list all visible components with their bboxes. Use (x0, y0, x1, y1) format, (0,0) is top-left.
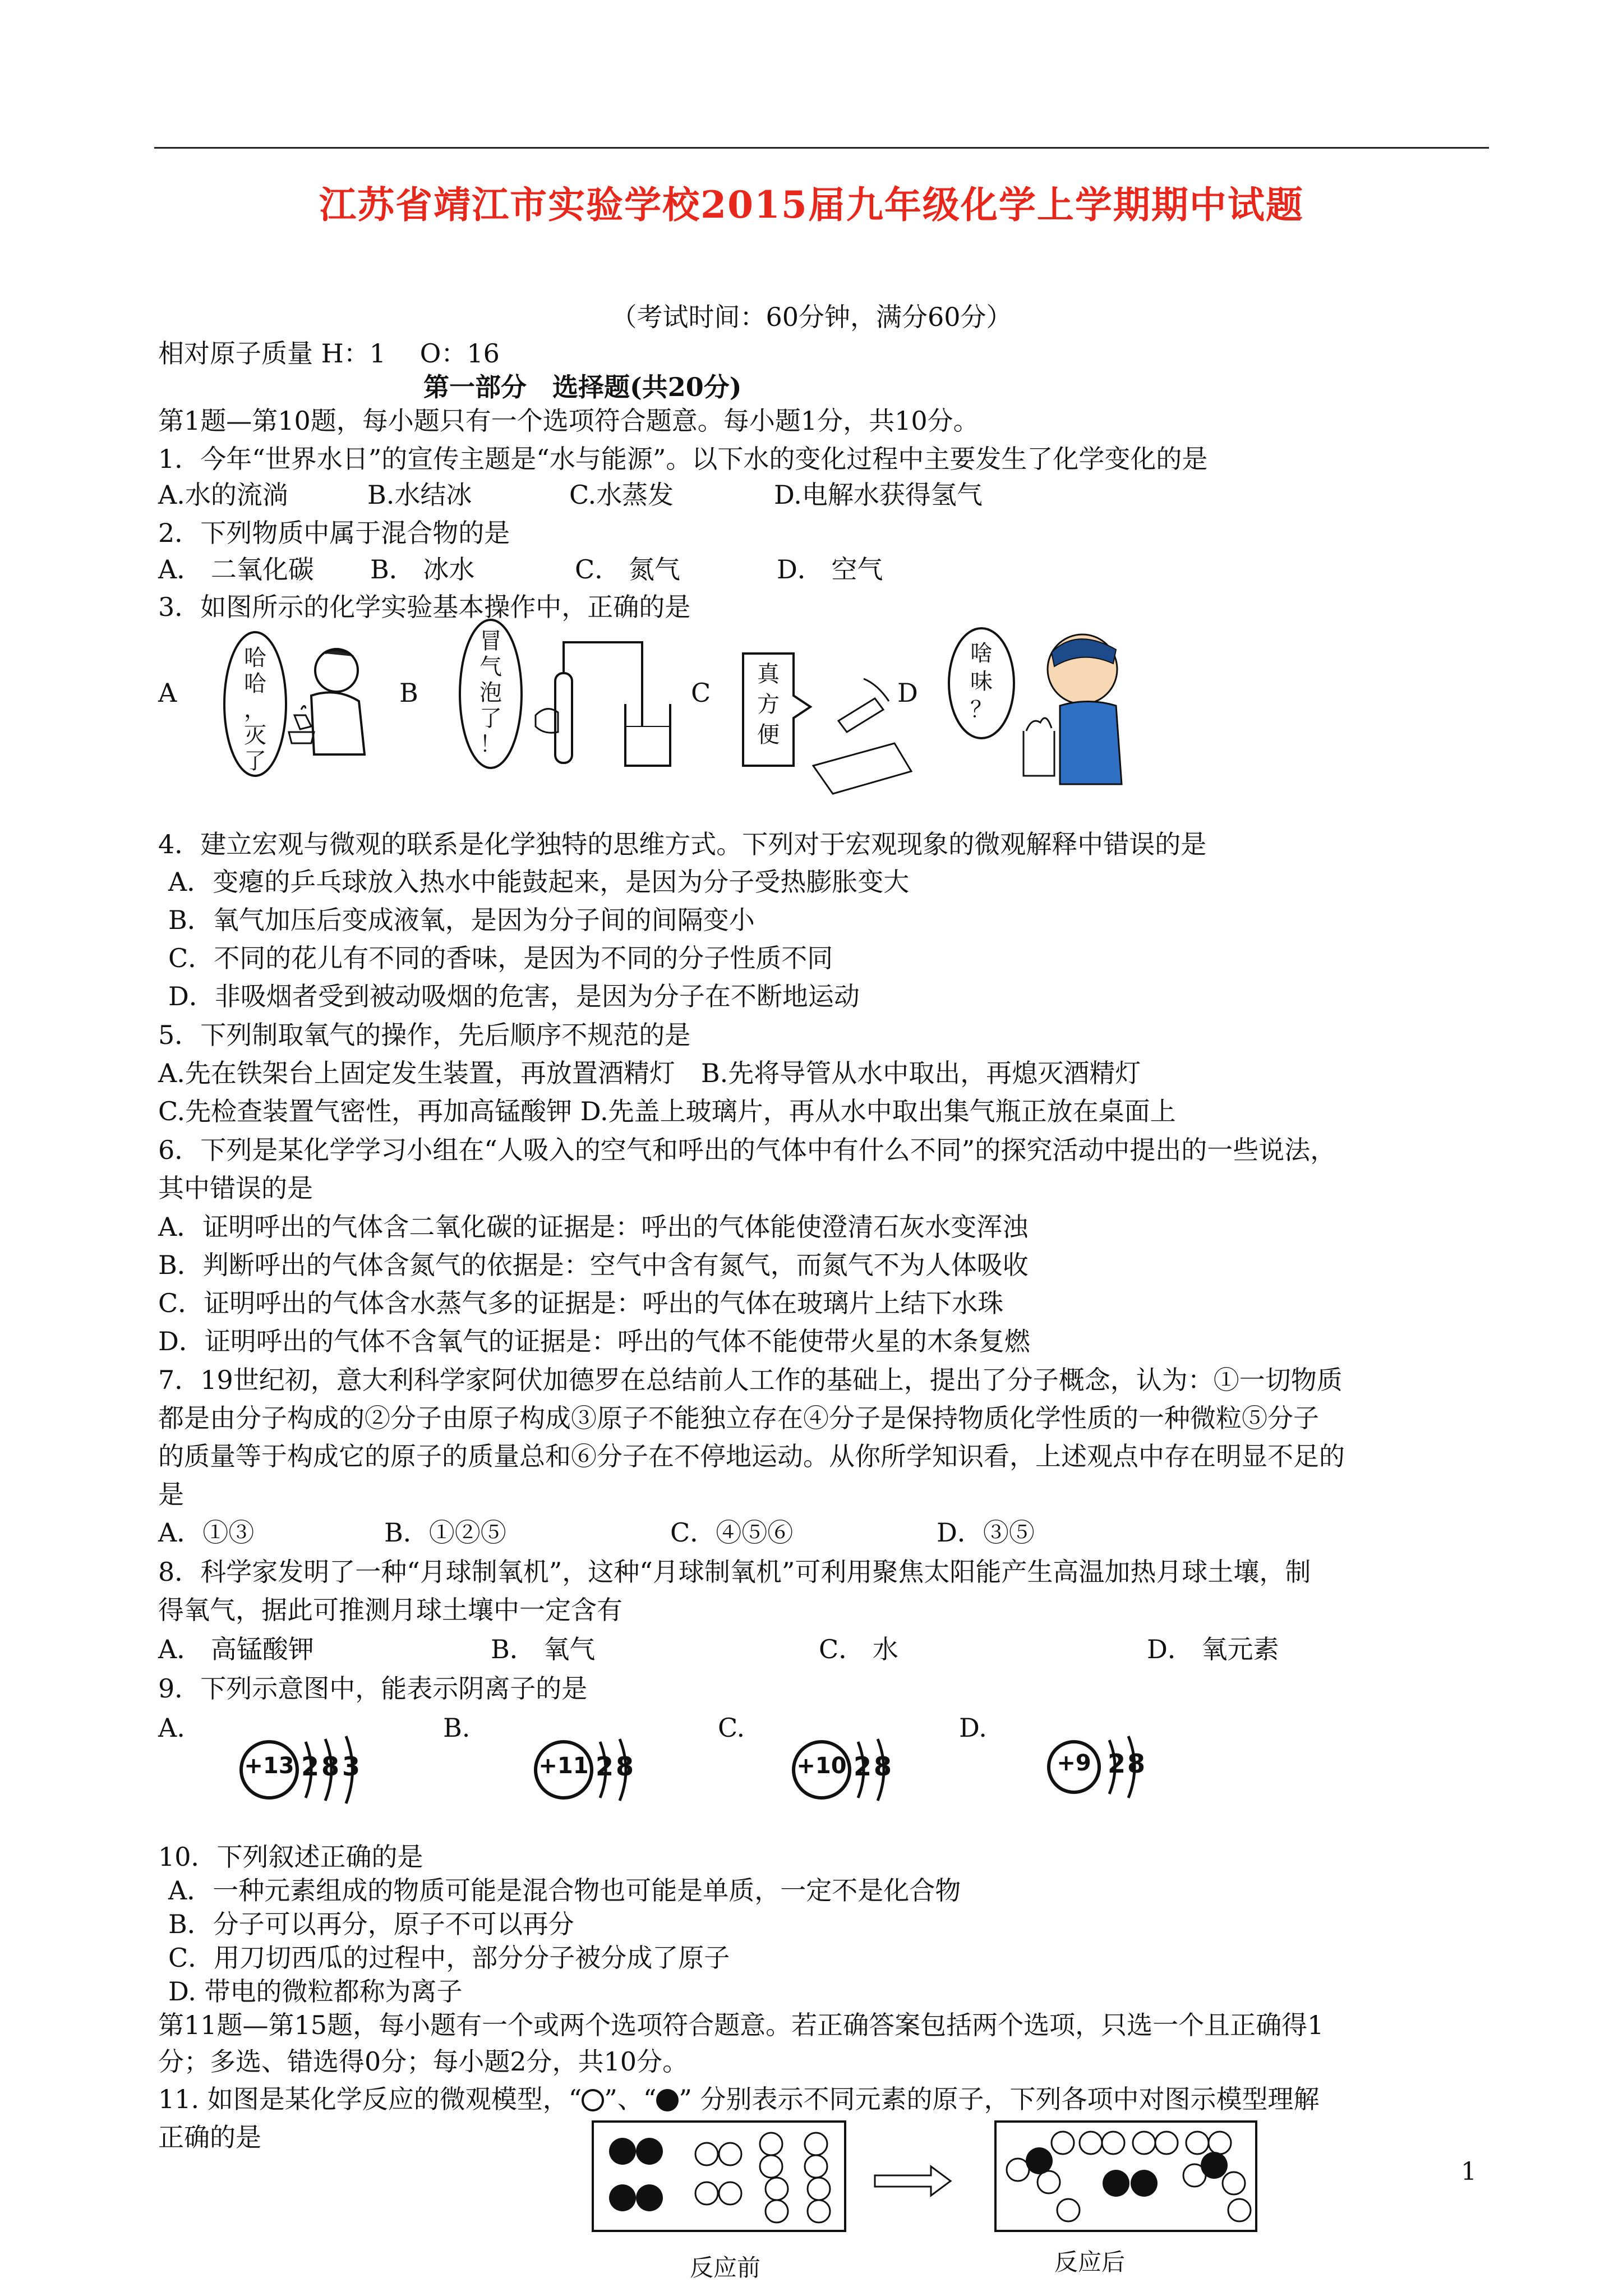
q9-label-a: A. (158, 1713, 185, 1743)
q9-label-d: D. (959, 1713, 987, 1743)
q6-option-b: B．判断呼出的气体含氮气的依据是：空气中含有氮气，而氮气不为人体吸收 (158, 1250, 1029, 1280)
q2-stem: 2．下列物质中属于混合物的是 (158, 518, 510, 548)
q1-option-d: D.电解水获得氢气 (774, 480, 983, 510)
arrow-right-icon (875, 2166, 951, 2196)
before-label: 反应前 (690, 2254, 761, 2281)
q9-e-a-1: 2 (301, 1751, 320, 1782)
q6-option-c: C．证明呼出的气体含水蒸气多的证据是：呼出的气体在玻璃片上结下水珠 (158, 1288, 1004, 1318)
q4-option-d: D．非吸烟者受到被动吸烟的危害，是因为分子在不断地运动 (168, 981, 860, 1011)
after-label: 反应后 (1054, 2248, 1126, 2276)
q9-e-d-2: 8 (1127, 1749, 1146, 1779)
q10-option-b: B．分子可以再分，原子不可以再分 (168, 1909, 574, 1939)
q9-e-c-1: 2 (854, 1751, 872, 1782)
q9-stem: 9．下列示意图中，能表示阴离子的是 (158, 1673, 588, 1704)
header-rule (154, 147, 1489, 149)
q9-nucleus-c: +10 (796, 1753, 847, 1779)
q3-label-d: D (897, 678, 918, 708)
page-number: 1 (1461, 2157, 1477, 2186)
q8-option-d: D． 氧元素 (1147, 1634, 1279, 1664)
q9-nucleus-d: +9 (1057, 1750, 1091, 1776)
q8-option-b: B． 氧气 (491, 1634, 596, 1664)
q3-bubble-d-text: 啥 味 ？ (970, 641, 993, 723)
q9-e-b-1: 2 (596, 1751, 614, 1782)
q11-line1-part2: ”、“ (604, 2084, 657, 2114)
q6-option-a: A．证明呼出的气体含二氧化碳的证据是：呼出的气体能使澄清石灰水变浑浊 (158, 1212, 1029, 1242)
beaker-icon (625, 704, 670, 766)
q10-option-d: D. 带电的微粒都称为离子 (168, 1976, 463, 2007)
q10-option-a: A．一种元素组成的物质可能是混合物也可能是单质，一定不是化合物 (168, 1875, 961, 1906)
q3-label-b: B (399, 678, 418, 708)
q7-line2: 都是由分子构成的②分子由原子构成③原子不能独立存在④分子是保持物质化学性质的一种微粒⑤分子 (158, 1403, 1319, 1433)
q9-label-b: B. (443, 1713, 471, 1743)
delivery-tube-icon (564, 642, 642, 726)
q11-line1-part3: ” 分别表示不同元素的原子，下列各项中对图示模型理解 (679, 2084, 1320, 2114)
q2-option-d: D． 空气 (777, 554, 883, 585)
q10-option-c: C．用刀切西瓜的过程中，部分分子被分成了原子 (168, 1943, 730, 1973)
q2-option-a: A． 二氧化碳 (158, 554, 314, 585)
q8-option-a: A． 高锰酸钾 (158, 1634, 314, 1664)
q7-option-c: C．④⑤⑥ (670, 1517, 794, 1548)
shirt-icon (1060, 702, 1122, 785)
q11-reaction-figure (592, 2120, 1265, 2233)
q11-line1-part1: 11. 如图是某化学反应的微观模型，“ (158, 2084, 582, 2114)
q10-stem: 10．下列叙述正确的是 (158, 1842, 423, 1872)
q8-option-c: C． 水 (819, 1634, 898, 1664)
q2-option-c: C． 氮气 (575, 554, 680, 585)
q9-e-c-2: 8 (874, 1751, 892, 1782)
q11-line2: 正确的是 (158, 2122, 261, 2152)
spatula-icon (838, 698, 883, 732)
q3-stem: 3．如图所示的化学实验基本操作中，正确的是 (158, 592, 691, 622)
q7-option-b: B．①②⑤ (384, 1517, 506, 1548)
q1-stem: 1．今年“世界水日”的宣传主题是“水与能源”。以下水的变化过程中主要发生了化学变化的是 (158, 444, 1208, 474)
section1-intro: 第1题—第10题，每小题只有一个选项符合题意。每小题1分，共10分。 (158, 406, 979, 436)
q6-stem-line2: 其中错误的是 (158, 1173, 313, 1203)
q3-bubble-b-text: 冒 气 泡 了 ！ (479, 628, 502, 757)
q7-line3: 的质量等于构成它的原子的质量总和⑥分子在不停地运动。从你所学知识看，上述观点中存在明显不足的 (158, 1441, 1345, 1471)
q5-stem: 5．下列制取氧气的操作，先后顺序不规范的是 (158, 1020, 691, 1050)
section2-line2: 分；多选、错选得0分；每小题2分，共10分。 (158, 2046, 689, 2077)
q7-line1: 7．19世纪初，意大利科学家阿伏加德罗在总结前人工作的基础上，提出了分子概念，认为：①一切物质 (158, 1365, 1343, 1395)
q2-option-b: B． 冰水 (370, 554, 475, 585)
body-icon (311, 692, 365, 754)
q9-e-b-2: 8 (616, 1751, 634, 1782)
q4-option-c: C．不同的花儿有不同的香味，是因为不同的分子性质不同 (168, 943, 833, 973)
solid-atom-icon (656, 2089, 679, 2111)
q7-option-a: A．①③ (158, 1517, 255, 1548)
q6-stem-line1: 6．下列是某化学学习小组在“人吸入的空气和呼出的气体中有什么不同”的探究活动中提出的一些说法， (158, 1135, 1336, 1165)
q9-e-d-1: 2 (1108, 1749, 1126, 1779)
q8-line1: 8．科学家发明了一种“月球制氧机”，这种“月球制氧机”可利用聚焦太阳能产生高温加热月球土壤，制 (158, 1557, 1311, 1587)
q5-options-cd: C.先检查装置气密性，再加高锰酸钾 D.先盖上玻璃片，再从水中取出集气瓶正放在桌面上 (158, 1096, 1176, 1126)
beaker-icon (1023, 731, 1054, 776)
q5-options-ab: A.先在铁架台上固定发生装置，再放置酒精灯 B.先将导管从水中取出，再熄灭酒精灯 (158, 1058, 1141, 1088)
q3-bubble-c-text: 真 方 便 (757, 661, 780, 748)
q4-stem: 4．建立宏观与微观的联系是化学独特的思维方式。下列对于宏观现象的微观解释中错误的是 (158, 829, 1207, 859)
hollow-atom-icon (582, 2089, 604, 2111)
q6-option-d: D．证明呼出的气体不含氧气的证据是：呼出的气体不能使带火星的木条复燃 (158, 1326, 1030, 1356)
q9-nucleus-b: +11 (538, 1753, 589, 1779)
part1-heading: 第一部分 选择题(共20分) (423, 372, 742, 402)
q3-label-a: A (158, 678, 177, 708)
q11-line1 (158, 2082, 1319, 2116)
paper-icon (813, 743, 911, 794)
alcohol-lamp-icon (289, 715, 314, 743)
q1-option-b: B.水结冰 (367, 480, 472, 510)
hand-icon (864, 679, 889, 701)
page-title: 江苏省靖江市实验学校2015届九年级化学上学期期中试题 (319, 183, 1304, 227)
q3-label-c: C (691, 678, 711, 708)
exam-info: （考试时间：60分钟，满分60分） (611, 302, 1012, 332)
q7-option-d: D．③⑤ (937, 1517, 1035, 1548)
q7-line4: 是 (158, 1479, 184, 1510)
q1-option-c: C.水蒸发 (569, 480, 674, 510)
section2-line1: 第11题—第15题，每小题有一个或两个选项符合题意。若正确答案包括两个选项，只选一个且正确得1 (158, 2010, 1324, 2040)
q4-option-b: B．氧气加压后变成液氧，是因为分子间的间隔变小 (168, 905, 755, 935)
atomic-mass: 相对原子质量 H：1 O：16 (158, 338, 500, 369)
q9-e-a-3: 3 (342, 1751, 361, 1782)
q3-bubble-a-text: 哈 哈 ， 灭 了 (244, 645, 266, 774)
q1-option-a: A.水的流淌 (158, 480, 288, 510)
q9-nucleus-a: +13 (244, 1753, 294, 1779)
q4-option-a: A．变瘪的乒乓球放入热水中能鼓起来，是因为分子受热膨胀变大 (168, 867, 910, 897)
q9-e-a-2: 8 (321, 1751, 340, 1782)
q9-label-c: C. (718, 1713, 745, 1743)
q8-line2: 得氧气，据此可推测月球土壤中一定含有 (158, 1595, 623, 1625)
